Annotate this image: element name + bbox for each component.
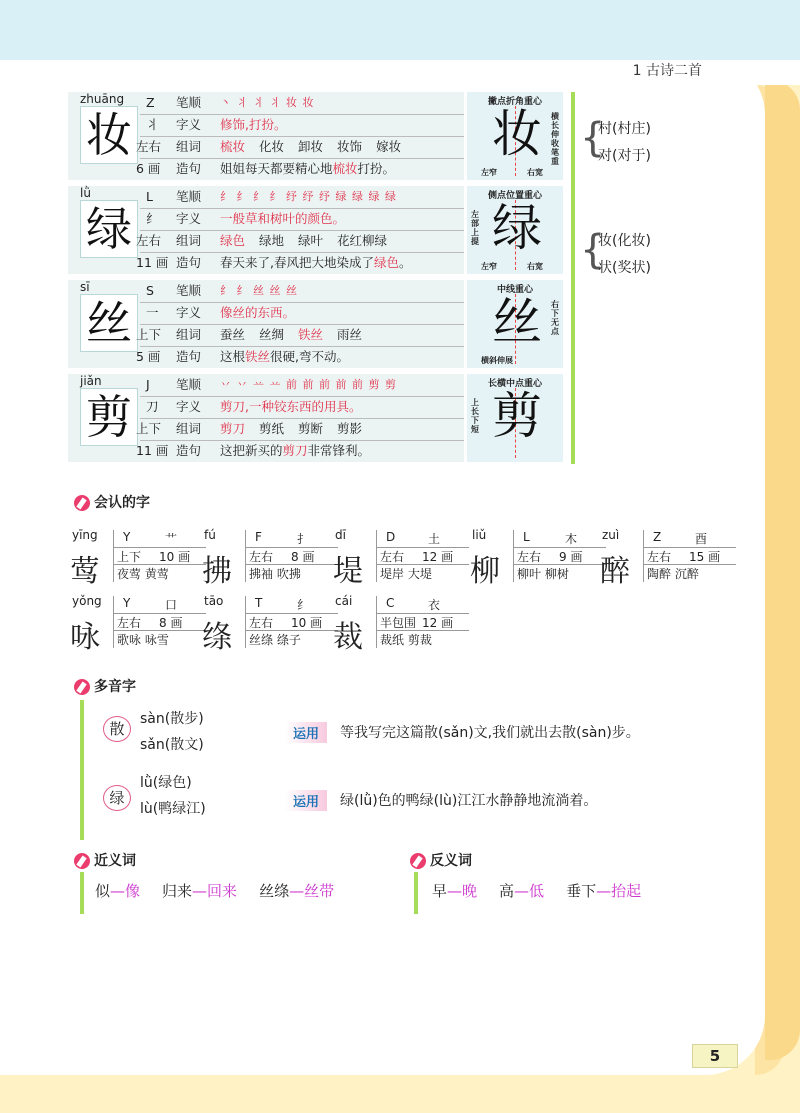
usage-tag: 运用: [285, 722, 327, 743]
guide-left: 左窄: [481, 168, 497, 177]
notes-group-1: [598, 116, 651, 170]
char-meaning: 像丝的东西。: [220, 305, 296, 320]
char-stroke-count: 10 画: [159, 550, 191, 564]
word-item: 蚕丝: [220, 327, 246, 342]
char-stroke-count: 10 画: [291, 616, 323, 630]
char-pinyin: yǒng: [72, 594, 102, 608]
guide-side: 上长下短: [471, 398, 479, 434]
word-item: 绿叶: [298, 233, 324, 248]
guide-tip: 中线重心: [496, 285, 533, 295]
note-item: 村(村庄): [598, 121, 651, 137]
char-meaning: 一般草和树叶的颜色。: [220, 211, 346, 226]
char-pinyin: sī: [80, 280, 90, 294]
char-words: 柳叶 柳树: [517, 567, 569, 581]
char-radical: 一: [146, 305, 159, 320]
char-stroke-count: 11 画: [136, 255, 169, 270]
recognize-char: [70, 594, 210, 664]
char-letter: D: [386, 530, 396, 544]
char-stroke-count: 15 画: [689, 550, 721, 564]
antonym-list: [432, 880, 663, 901]
word-pair: 归来—回来: [162, 882, 238, 900]
char-pinyin: zhuāng: [80, 92, 125, 106]
char-letter: J: [146, 377, 150, 392]
writing-guide: [467, 92, 563, 180]
usage-tag: 运用: [285, 790, 327, 811]
char-meaning: 剪刀,一种铰东西的用具。: [220, 399, 362, 414]
char-card: [68, 280, 464, 368]
guide-side: 右下无点: [551, 300, 559, 336]
word-item: 剪刀: [220, 421, 246, 436]
writing-guide: [467, 186, 563, 274]
guide-tip: 长横中点重心: [487, 379, 542, 389]
char-pinyin: lǜ: [80, 186, 91, 200]
char-pinyin: yīng: [72, 528, 98, 542]
word-item: 丝绸: [259, 327, 285, 342]
pencil-icon: [74, 679, 90, 695]
char-pinyin: zuì: [602, 528, 620, 542]
polyphone-char: 绿: [103, 785, 131, 811]
word-item: 卸妆: [298, 139, 324, 154]
row-order: J 笔顺 丷 丷 䒑 䒑 前 前 前 前 前 剪 剪: [140, 374, 464, 397]
brace-icon: {: [580, 115, 606, 161]
polyphone-char: 散: [103, 716, 131, 742]
synonym-list: [95, 880, 356, 901]
row-order: S 笔顺 纟 纟 丝 丝 丝: [140, 280, 464, 303]
guide-right: 右宽: [527, 168, 543, 177]
char-structure: 左右: [647, 550, 672, 564]
row-words: 左右 组词 绿色 绿地 绿叶 花红柳绿: [140, 230, 464, 253]
word-pair: 似—像: [95, 882, 141, 900]
char-radical: 衣: [428, 598, 441, 612]
guide-side: 横长伸收笔重: [551, 112, 559, 166]
stroke-sequence: 丷 丷 䒑 䒑 前 前 前 前 前 剪 剪: [220, 378, 397, 391]
row-words: 上下 组词 剪刀 剪纸 剪断 剪影: [140, 418, 464, 441]
word-item: 嫁妆: [376, 139, 402, 154]
char-letter: Z: [146, 95, 155, 110]
row-order: L 笔顺 纟 纟 纟 纟 纾 纾 纾 绿 绿 绿 绿: [140, 186, 464, 209]
char-letter: T: [255, 596, 263, 610]
section-title-recognize: 会认的字: [74, 492, 150, 512]
char-letter: C: [386, 596, 395, 610]
page-number: 5: [692, 1044, 738, 1068]
stroke-sequence: 丶 丬 丬 丬 妆 妆: [220, 96, 315, 109]
guide-right: 右宽: [527, 262, 543, 271]
char-radical: 口: [165, 598, 178, 612]
word-item: 绿地: [259, 233, 285, 248]
char-stroke-count: 12 画: [422, 550, 454, 564]
note-item: 对(对于): [598, 148, 651, 164]
char-main: 丝: [80, 294, 138, 352]
guide-char: 丝: [492, 293, 542, 351]
char-stroke-count: 11 画: [136, 443, 169, 458]
char-letter: L: [523, 530, 530, 544]
char-stroke-count: 9 画: [559, 550, 583, 564]
char-main: 拂: [202, 554, 232, 589]
char-stroke-count: 8 画: [159, 616, 183, 630]
pencil-icon: [74, 853, 90, 869]
pencil-icon: [410, 853, 426, 869]
char-stroke-count: 12 画: [422, 616, 454, 630]
row-meaning: 一 字义 像丝的东西。: [140, 302, 464, 325]
synonym-bar: [80, 872, 84, 914]
char-pinyin: liǔ: [472, 528, 487, 542]
lesson-header: 1 古诗二首: [632, 63, 702, 79]
row-meaning: 丬 字义 修饰,打扮。: [140, 114, 464, 137]
brace-icon: {: [580, 227, 606, 273]
word-pair: 高—低: [499, 882, 545, 900]
char-card: [68, 186, 464, 274]
row-sentence: 5 画 造句 这根铁丝很硬,弯不动。: [140, 346, 464, 368]
word-pair: 垂下—抬起: [566, 882, 642, 900]
char-main: 绦: [202, 620, 232, 655]
char-words: 陶醉 沉醉: [647, 567, 699, 581]
row-sentence: 6 画 造句 姐姐每天都要精心地梳妆打扮。: [140, 158, 464, 180]
char-main: 绿: [80, 200, 138, 258]
char-structure: 左右: [249, 616, 274, 630]
guide-char: 绿: [492, 199, 542, 257]
char-radical: 木: [565, 532, 578, 546]
writing-guide: [467, 374, 563, 462]
word-item: 雨丝: [337, 327, 363, 342]
note-item: 妆(化妆): [598, 233, 651, 249]
row-order: Z 笔顺 丶 丬 丬 丬 妆 妆: [140, 92, 464, 115]
char-structure: 上下: [136, 327, 162, 342]
stroke-sequence: 纟 纟 丝 丝 丝: [220, 284, 298, 297]
guide-char: 妆: [492, 105, 542, 163]
row-sentence: 11 画 造句 这把新买的剪刀非常锋利。: [140, 440, 464, 462]
char-radical: 扌: [297, 532, 310, 546]
polyphone-bar: [80, 700, 84, 840]
char-stroke-count: 8 画: [291, 550, 315, 564]
word-item: 妆饰: [337, 139, 363, 154]
char-stroke-count: 6 画: [136, 161, 161, 176]
usage-sentence: 绿(lǜ)色的鸭绿(lù)江江水静静地流淌着。: [340, 793, 598, 809]
char-words: 夜莺 黄莺: [117, 567, 169, 581]
char-words: 丝绦 绦子: [249, 633, 301, 647]
guide-left: 左窄: [481, 262, 497, 271]
char-radical: 纟: [297, 598, 310, 612]
word-item: 花红柳绿: [337, 233, 388, 248]
char-words: 堤岸 大堤: [380, 567, 432, 581]
char-letter: Y: [123, 530, 131, 544]
antonym-bar: [414, 872, 418, 914]
char-structure: 左右: [249, 550, 274, 564]
row-sentence: 11 画 造句 春天来了,春风把大地染成了绿色。: [140, 252, 464, 274]
char-main: 裁: [333, 620, 363, 655]
char-main: 剪: [80, 388, 138, 446]
char-radical: 艹: [165, 532, 178, 546]
row-meaning: 刀 字义 剪刀,一种铰东西的用具。: [140, 396, 464, 419]
word-item: 化妆: [259, 139, 285, 154]
char-structure: 上下: [117, 550, 142, 564]
char-structure: 左右: [117, 616, 142, 630]
section-title-synonym: 近义词: [74, 850, 136, 870]
char-radical: 刀: [146, 399, 159, 414]
notes-divider: [571, 92, 575, 464]
page-stack-edge: [765, 80, 800, 1060]
word-item: 剪纸: [259, 421, 285, 436]
polyphone-readings: sàn(散步) sǎn(散文): [140, 711, 204, 753]
char-card: [68, 92, 464, 180]
row-words: 上下 组词 蚕丝 丝绸 铁丝 雨丝: [140, 324, 464, 347]
char-letter: F: [255, 530, 262, 544]
word-item: 剪断: [298, 421, 324, 436]
word-item: 绿色: [220, 233, 246, 248]
char-main: 醉: [600, 554, 630, 589]
note-item: 状(奖状): [598, 260, 651, 276]
char-structure: 左右: [136, 233, 162, 248]
char-words: 歌咏 咏雪: [117, 633, 169, 647]
char-card: [68, 374, 464, 462]
row-meaning: 纟 字义 一般草和树叶的颜色。: [140, 208, 464, 231]
char-structure: 上下: [136, 421, 162, 436]
char-radical: 纟: [146, 211, 159, 226]
word-item: 铁丝: [298, 327, 324, 342]
section-title-antonym: 反义词: [410, 850, 472, 870]
char-main: 堤: [333, 554, 363, 589]
char-main: 妆: [80, 106, 138, 164]
char-words: 拂袖 吹拂: [249, 567, 301, 581]
char-letter: L: [146, 189, 153, 204]
char-pinyin: tāo: [204, 594, 224, 608]
char-main: 莺: [70, 554, 100, 589]
recognize-char: [70, 528, 210, 598]
recognize-char: [202, 594, 342, 664]
writing-guide: [467, 280, 563, 368]
char-stroke-count: 5 画: [136, 349, 161, 364]
section-title-polyphone: 多音字: [74, 676, 136, 696]
recognize-char: [470, 528, 610, 598]
char-meaning: 修饰,打扮。: [220, 117, 287, 132]
pencil-icon: [74, 495, 90, 511]
notes-group-2: [598, 228, 651, 282]
recognize-char: [600, 528, 740, 598]
char-pinyin: jiǎn: [80, 374, 102, 388]
usage-sentence: 等我写完这篇散(sǎn)文,我们就出去散(sàn)步。: [340, 725, 640, 741]
guide-left: 横斜伸展: [481, 356, 513, 365]
char-pinyin: dī: [335, 528, 346, 542]
char-main: 咏: [70, 620, 100, 655]
char-structure: 左右: [136, 139, 162, 154]
guide-tip: 侧点位置重心: [487, 191, 542, 201]
word-pair: 早—晚: [432, 882, 478, 900]
char-main: 柳: [470, 554, 500, 589]
char-radical: 土: [428, 532, 441, 546]
row-words: 左右 组词 梳妆 化妆 卸妆 妆饰 嫁妆: [140, 136, 464, 159]
char-pinyin: cái: [335, 594, 353, 608]
word-item: 梳妆: [220, 139, 246, 154]
polyphone-readings: lǜ(绿色) lù(鸭绿江): [140, 775, 206, 817]
recognize-char: [202, 528, 342, 598]
char-structure: 左右: [517, 550, 542, 564]
char-letter: S: [146, 283, 154, 298]
char-letter: Z: [653, 530, 662, 544]
recognize-char: [333, 528, 473, 598]
recognize-char: [333, 594, 473, 664]
stroke-sequence: 纟 纟 纟 纟 纾 纾 纾 绿 绿 绿 绿: [220, 190, 397, 203]
char-pinyin: fú: [204, 528, 216, 542]
char-radical: 丬: [146, 117, 159, 132]
word-pair: 丝绦—丝带: [259, 882, 335, 900]
char-structure: 半包围: [380, 616, 417, 630]
char-words: 裁纸 剪裁: [380, 633, 432, 647]
guide-tip: 撇点折角重心: [487, 97, 542, 107]
word-item: 剪影: [337, 421, 363, 436]
char-structure: 左右: [380, 550, 405, 564]
char-radical: 酉: [695, 532, 708, 546]
guide-char: 剪: [492, 387, 542, 445]
guide-side: 左部上提: [471, 210, 479, 246]
char-letter: Y: [123, 596, 131, 610]
